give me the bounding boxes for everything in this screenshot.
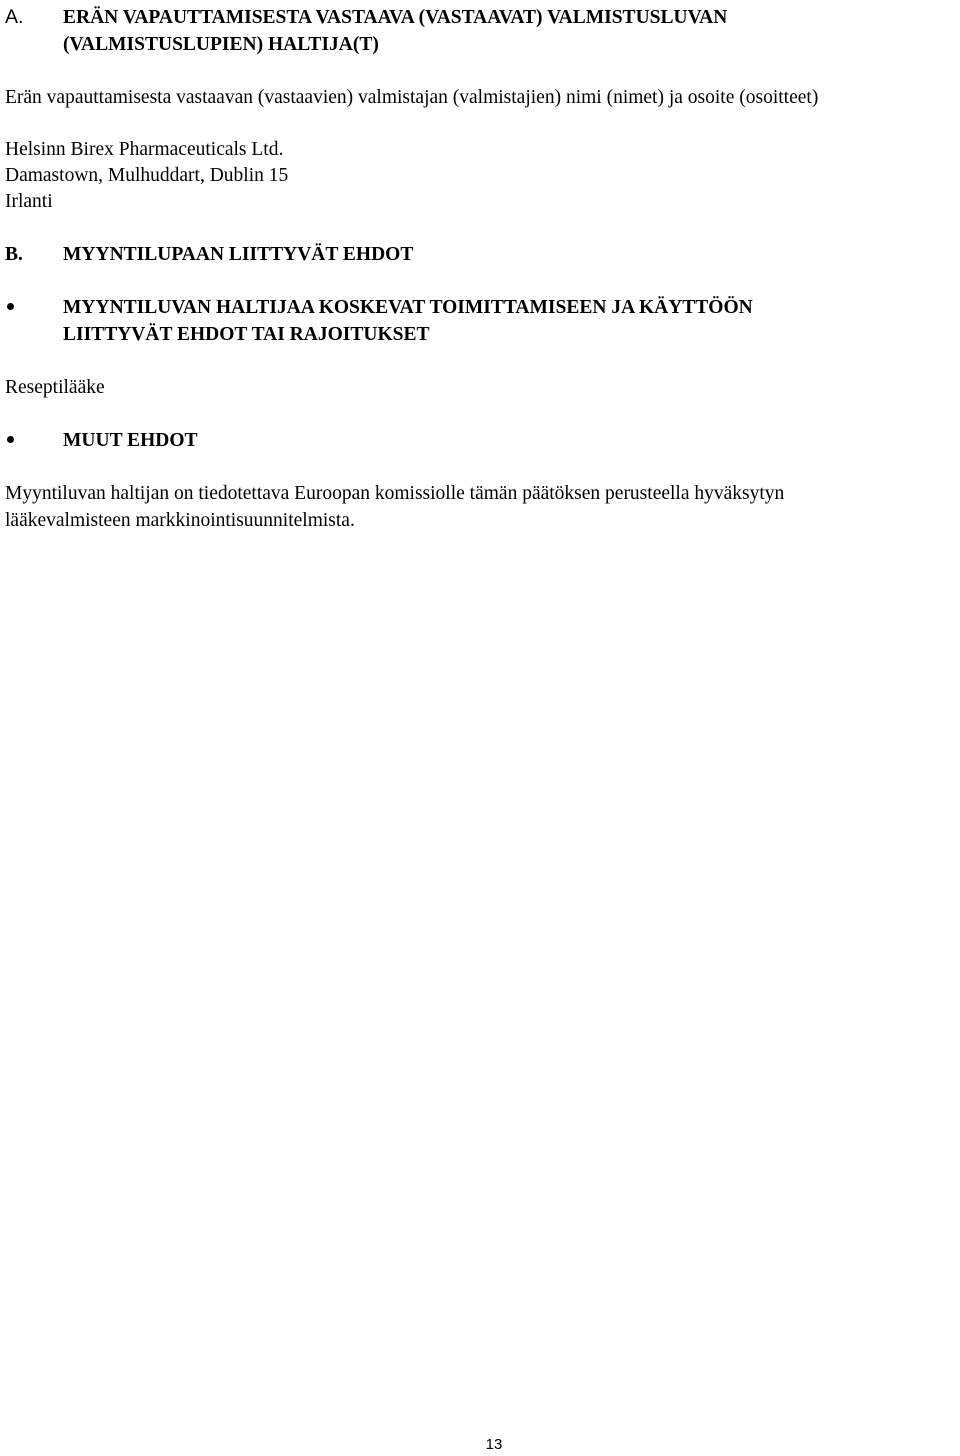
- section-a-letter: A.: [5, 6, 24, 28]
- address-company: Helsinn Birex Pharmaceuticals Ltd.: [5, 139, 284, 160]
- section-a-title-line2: (VALMISTUSLUPIEN) HALTIJA(T): [63, 34, 379, 55]
- subsection2-title: MUUT EHDOT: [63, 430, 198, 451]
- section-b-title: MYYNTILUPAAN LIITTYVÄT EHDOT: [63, 244, 414, 265]
- address-country: Irlanti: [5, 191, 53, 212]
- manufacturer-field-label: Erän vapauttamisesta vastaavan (vastaavien) valmistajan (valmistajien) nimi (nimet) ja osoite (osoitteet): [5, 87, 819, 108]
- subsection1-body: Reseptilääke: [5, 377, 105, 398]
- subsection1-title-line1: MYYNTILUVAN HALTIJAA KOSKEVAT TOIMITTAMISEEN JA KÄYTTÖÖN: [63, 297, 753, 318]
- page-number: 13: [485, 1436, 503, 1453]
- subsection2-body-line2: lääkevalmisteen markkinointisuunnitelmista.: [5, 510, 355, 531]
- address-street: Damastown, Mulhuddart, Dublin 15: [5, 165, 289, 186]
- subsection1-title-line2: LIITTYVÄT EHDOT TAI RAJOITUKSET: [63, 324, 430, 345]
- bullet-icon: [7, 303, 14, 310]
- subsection2-body-line1: Myyntiluvan haltijan on tiedotettava Euroopan komissiolle tämän päätöksen perusteella hyväksytyn: [5, 483, 785, 504]
- section-a-title-line1: ERÄN VAPAUTTAMISESTA VASTAAVA (VASTAAVAT) VALMISTUSLUVAN: [63, 7, 728, 28]
- section-b-letter: B.: [5, 244, 23, 265]
- bullet-icon: [7, 436, 14, 443]
